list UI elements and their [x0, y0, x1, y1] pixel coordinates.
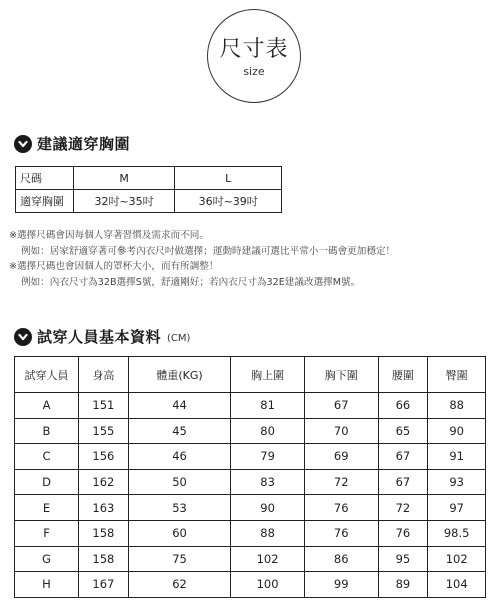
table-cell: 66	[378, 393, 428, 419]
chevron-down-circle-icon	[14, 328, 32, 346]
table-row	[15, 418, 486, 444]
table-cell: 適穿胸圍	[16, 190, 74, 213]
chevron-down-circle-icon	[14, 135, 32, 153]
table-cell: D	[15, 469, 79, 495]
table-cell: 45	[128, 418, 230, 444]
table-cell: 76	[378, 520, 428, 546]
table-cell: 50	[128, 469, 230, 495]
table-cell: 79	[231, 444, 305, 470]
table-cell: 80	[231, 418, 305, 444]
table-row	[15, 495, 486, 521]
table-cell: 163	[79, 495, 129, 521]
table-cell: 67	[378, 444, 428, 470]
column-header: 試穿人員	[15, 357, 79, 393]
table-cell: 100	[231, 572, 305, 598]
column-header: 胸上圍	[231, 357, 305, 393]
table-cell: 99	[304, 572, 378, 598]
table-cell: 76	[304, 520, 378, 546]
section-header-bust	[14, 133, 130, 154]
table-cell: 151	[79, 393, 129, 419]
table-row	[15, 572, 486, 598]
table-cell: 67	[378, 469, 428, 495]
table-cell: F	[15, 520, 79, 546]
table-cell: 88	[428, 393, 486, 419]
table-cell: 89	[378, 572, 428, 598]
table-cell: C	[15, 444, 79, 470]
table-cell: 53	[128, 495, 230, 521]
table-cell: 32吋~35吋	[73, 190, 175, 213]
table-cell: 46	[128, 444, 230, 470]
table-cell: 93	[428, 469, 486, 495]
table-row	[15, 520, 486, 546]
column-header: 胸下圍	[304, 357, 378, 393]
size-notes	[9, 228, 395, 290]
table-cell: 75	[128, 546, 230, 572]
table-header-row	[15, 357, 486, 393]
table-cell: 167	[79, 572, 129, 598]
table-cell: 158	[79, 546, 129, 572]
table-cell: 90	[231, 495, 305, 521]
table-cell: L	[175, 167, 282, 190]
table-cell: E	[15, 495, 79, 521]
table-row	[15, 469, 486, 495]
table-cell: 102	[428, 546, 486, 572]
table-cell: 158	[79, 520, 129, 546]
note-line: ※選擇尺碼會因每個人穿著習慣及需求而不同。	[9, 230, 209, 241]
table-row	[15, 546, 486, 572]
note-line: 例如：居家舒適穿著可參考內衣尺吋做選擇；運動時建議可選比平常小一碼會更加穩定！	[21, 245, 396, 257]
column-header: 體重(KG)	[128, 357, 230, 393]
table-cell: 76	[304, 495, 378, 521]
table-cell: 44	[128, 393, 230, 419]
column-header: 臀圍	[428, 357, 486, 393]
table-cell: B	[15, 418, 79, 444]
table-row	[15, 393, 486, 419]
table-cell: 91	[428, 444, 486, 470]
table-cell: 69	[304, 444, 378, 470]
section-title-testers: 試穿人員基本資料	[37, 328, 162, 346]
table-cell: 88	[231, 520, 305, 546]
table-cell: 72	[378, 495, 428, 521]
section-unit: (CM)	[167, 332, 191, 344]
table-cell: 72	[304, 469, 378, 495]
table-cell: 81	[231, 393, 305, 419]
column-header: 身高	[79, 357, 129, 393]
table-row	[16, 167, 282, 190]
table-row	[15, 444, 486, 470]
table-cell: 104	[428, 572, 486, 598]
table-cell: 70	[304, 418, 378, 444]
size-chart-badge	[207, 9, 301, 103]
table-cell: 155	[79, 418, 129, 444]
table-cell: 95	[378, 546, 428, 572]
table-cell: 97	[428, 495, 486, 521]
table-cell: 86	[304, 546, 378, 572]
tester-info-table	[14, 356, 486, 598]
table-cell: 65	[378, 418, 428, 444]
table-cell: H	[15, 572, 79, 598]
table-cell: 98.5	[428, 520, 486, 546]
table-cell: M	[73, 167, 175, 190]
table-cell: 83	[231, 469, 305, 495]
table-cell: 67	[304, 393, 378, 419]
table-cell: 102	[231, 546, 305, 572]
bust-size-table	[15, 166, 282, 213]
table-cell: 36吋~39吋	[175, 190, 282, 213]
badge-title: 尺寸表	[219, 36, 289, 62]
section-header-testers	[14, 326, 190, 347]
note-line: 例如：內衣尺寸為32B選擇S號，舒適剛好；若內衣尺寸為32E建議改選擇M號。	[21, 276, 361, 288]
table-cell: G	[15, 546, 79, 572]
badge-subtitle: size	[243, 64, 265, 78]
table-cell: 60	[128, 520, 230, 546]
table-cell: 尺碼	[16, 167, 74, 190]
table-cell: 62	[128, 572, 230, 598]
section-title-bust: 建議適穿胸圍	[37, 135, 131, 153]
note-line: ※選擇尺碼也會因個人的罩杯大小，而有所調整！	[9, 261, 219, 272]
column-header: 腰圍	[378, 357, 428, 393]
table-cell: 90	[428, 418, 486, 444]
table-cell: 156	[79, 444, 129, 470]
table-row	[16, 190, 282, 213]
table-cell: 162	[79, 469, 129, 495]
table-cell: A	[15, 393, 79, 419]
